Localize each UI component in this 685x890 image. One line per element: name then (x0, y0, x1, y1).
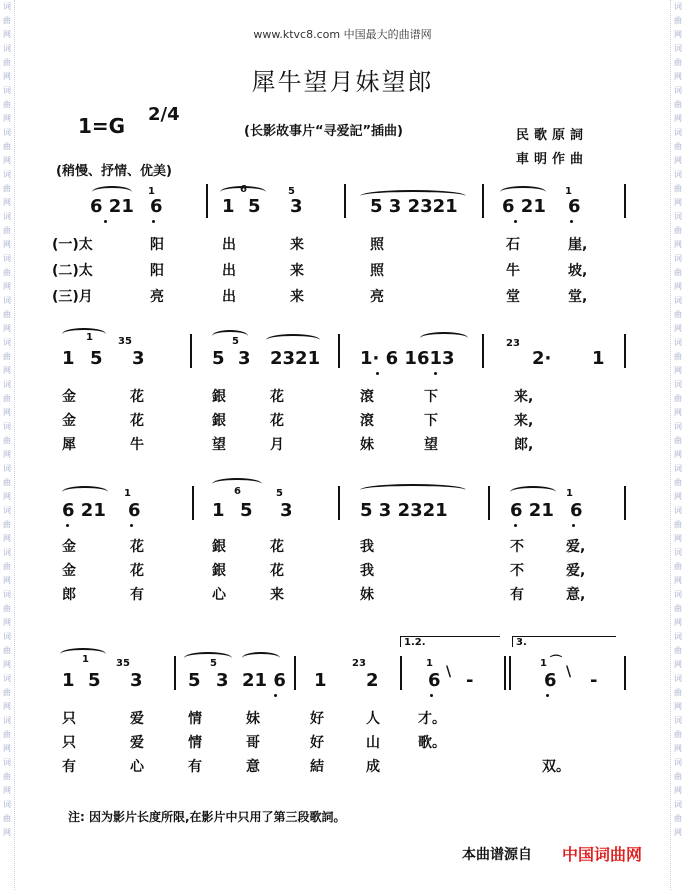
lyric: 亮 (370, 289, 384, 305)
notation-group: 5 (188, 670, 201, 691)
low-octave-dot (152, 220, 155, 223)
lyric: 牛 (506, 263, 520, 279)
notation-group: 2321 (270, 348, 321, 369)
notation-group: 6 (428, 670, 441, 691)
grace-note: 1 (148, 186, 155, 197)
lyric: 金 (62, 539, 76, 555)
source-label: 本曲谱源自 (462, 847, 532, 863)
notation-group: 5 (212, 348, 225, 369)
lyric: 下 (424, 413, 438, 429)
song-title: 犀牛望月妹望郎 (251, 68, 434, 96)
bar-line (206, 184, 208, 218)
lyric: 牛 (130, 437, 144, 453)
lyric: 爱, (566, 563, 586, 579)
lyric: 心 (212, 587, 226, 603)
bar-line (338, 334, 340, 368)
lyric: 犀 (62, 437, 76, 453)
low-octave-dot (546, 694, 549, 697)
slur (62, 486, 108, 498)
low-octave-dot (66, 524, 69, 527)
lyric: 歌。 (418, 735, 446, 751)
bar-line (192, 486, 194, 520)
lyric: 才。 (418, 711, 446, 727)
notation-group: 3 (290, 196, 303, 217)
repeat-bar-line (504, 656, 506, 690)
notation-group: 1 (222, 196, 235, 217)
lyric: 意, (566, 587, 586, 603)
grace-note: 5 (210, 658, 217, 669)
bar-line (344, 184, 346, 218)
lyric: 坡, (568, 263, 588, 279)
lyric: 下 (424, 389, 438, 405)
lyric: 崖, (568, 237, 588, 253)
lyric: 来, (514, 413, 534, 429)
lyric: 銀 (212, 389, 226, 405)
notation-group: - (466, 670, 474, 691)
lyric: (二)太 (52, 263, 93, 279)
slur (266, 334, 320, 346)
low-octave-dot (376, 372, 379, 375)
lyric: 爱 (130, 711, 144, 727)
lyric: 銀 (212, 539, 226, 555)
grace-note: 6 (234, 486, 241, 497)
grace-note: 1 (426, 658, 433, 669)
lyric: 阳 (150, 263, 164, 279)
low-octave-dot (104, 220, 107, 223)
grace-note: 5 (232, 336, 239, 347)
notation-group: 1· 6 1613 (360, 348, 455, 369)
lyric: 心 (130, 759, 144, 775)
lyric: 花 (270, 563, 284, 579)
lyric: 妹 (360, 587, 374, 603)
low-octave-dot (514, 220, 517, 223)
notation-group: 1 (62, 348, 75, 369)
lyric: 妹 (246, 711, 260, 727)
grace-note: 35 (118, 336, 132, 347)
lyric: 照 (370, 263, 384, 279)
grace-note: 1 (566, 488, 573, 499)
lyric: 爱 (130, 735, 144, 751)
lyric: 堂, (568, 289, 588, 305)
notation-group: 6 (570, 500, 583, 521)
notation-group: 3 (130, 670, 143, 691)
lyric: 郎 (62, 587, 76, 603)
notation-group: 6 (128, 500, 141, 521)
lyric: 情 (188, 735, 202, 751)
composer-credit: 車明作曲 (516, 152, 589, 167)
lyric: 阳 (150, 237, 164, 253)
repeat-bar-line (509, 656, 511, 690)
lyric: 哥 (246, 735, 260, 751)
song-subtitle: (长影故事片“寻爱記”插曲) (244, 124, 403, 139)
lyric: 来 (290, 289, 304, 305)
lyric: 花 (130, 413, 144, 429)
lyric: 滾 (360, 413, 374, 429)
low-octave-dot (514, 524, 517, 527)
notation-group: 6 (150, 196, 163, 217)
grace-note: 5 (276, 488, 283, 499)
grace-note: 1 (124, 488, 131, 499)
lyric: 堂 (506, 289, 520, 305)
notation-group: 5 (248, 196, 261, 217)
lyric: 双。 (542, 759, 570, 775)
lyric: 花 (270, 539, 284, 555)
notation-group: - (590, 670, 598, 691)
tempo-marking: (稍慢、抒情、优美) (56, 164, 172, 179)
lyric: 望 (424, 437, 438, 453)
lyric: 滾 (360, 389, 374, 405)
volta-bracket-2: 3. (512, 636, 616, 647)
bar-line (190, 334, 192, 368)
bar-line (624, 656, 626, 690)
lyric: (一)太 (52, 237, 93, 253)
grace-note: 1 (540, 658, 547, 669)
breath-mark: \ (446, 664, 452, 680)
notation-group: 6 21 (62, 500, 106, 521)
side-watermark-right: 词曲网词曲网词曲网词曲网词曲网词曲网词曲网词曲网词曲网词曲网词曲网词曲网词曲网词曲网词曲网词曲网词曲网词曲网词曲网词曲网 (670, 0, 685, 890)
low-octave-dot (274, 694, 277, 697)
lyric: 出 (222, 263, 236, 279)
lyric: 花 (270, 389, 284, 405)
grace-note: 1 (82, 654, 89, 665)
low-octave-dot (430, 694, 433, 697)
lyric: 金 (62, 413, 76, 429)
bar-line (338, 486, 340, 520)
notation-group: 5 (240, 500, 253, 521)
slur (242, 652, 280, 664)
notation-group: 6 (544, 670, 557, 691)
lyric: 我 (360, 539, 374, 555)
grace-note: 35 (116, 658, 130, 669)
lyric: 花 (130, 563, 144, 579)
notation-group: 6 (568, 196, 581, 217)
grace-note: 23 (352, 658, 366, 669)
lyricist-credit: 民歌原詞 (516, 128, 589, 143)
notation-group: 1 (212, 500, 225, 521)
lyric: 好 (310, 711, 324, 727)
notation-group: 5 (90, 348, 103, 369)
notation-group: 3 (280, 500, 293, 521)
lyric: 妹 (360, 437, 374, 453)
footnote: 注: 因为影片长度所限,在影片中只用了第三段歌詞。 (68, 810, 346, 824)
bar-line (488, 486, 490, 520)
notation-group: 6 21 (510, 500, 554, 521)
notation-group: 1 (592, 348, 605, 369)
lyric: 花 (130, 539, 144, 555)
grace-note: 23 (506, 338, 520, 349)
slur (184, 652, 232, 664)
fermata: ⌒ (550, 654, 563, 668)
lyric: 望 (212, 437, 226, 453)
bar-line (624, 486, 626, 520)
notation-group: 1 (62, 670, 75, 691)
lyric: 只 (62, 711, 76, 727)
notation-group: 2· (532, 348, 552, 369)
lyric: 人 (366, 711, 380, 727)
notation-group: 3 (132, 348, 145, 369)
lyric: 情 (188, 711, 202, 727)
bar-line (624, 334, 626, 368)
bar-line (624, 184, 626, 218)
lyric: 金 (62, 563, 76, 579)
slur (62, 328, 106, 340)
bar-line (482, 184, 484, 218)
slur (420, 332, 468, 344)
bar-line (174, 656, 176, 690)
notation-group: 3 (238, 348, 251, 369)
lyric: 石 (506, 237, 520, 253)
volta-bracket-1: 1.2. (400, 636, 500, 647)
notation-group: 21 6 (242, 670, 286, 691)
lyric: 月 (270, 437, 284, 453)
bar-line (294, 656, 296, 690)
notation-group: 6 21 (90, 196, 134, 217)
lyric: 不 (510, 563, 524, 579)
lyric: 亮 (150, 289, 164, 305)
lyric: 来 (290, 237, 304, 253)
lyric: 好 (310, 735, 324, 751)
low-octave-dot (130, 524, 133, 527)
lyric: 出 (222, 237, 236, 253)
lyric: 有 (62, 759, 76, 775)
lyric: 結 (310, 759, 324, 775)
notation-group: 6 21 (502, 196, 546, 217)
notation-group: 2 (366, 670, 379, 691)
lyric: 爱, (566, 539, 586, 555)
bar-line (400, 656, 402, 690)
time-signature: 2/4 (148, 104, 180, 125)
site-url[interactable]: www.ktvc8.com 中国最大的曲谱网 (253, 28, 432, 41)
brand-link[interactable]: 中国词曲网 (562, 845, 643, 864)
grace-note: 6 (240, 184, 247, 195)
notation-group: 5 3 2321 (370, 196, 458, 217)
notation-group: 1 (314, 670, 327, 691)
low-octave-dot (570, 220, 573, 223)
lyric: 有 (188, 759, 202, 775)
slur (360, 484, 466, 496)
low-octave-dot (434, 372, 437, 375)
lyric: 山 (366, 735, 380, 751)
grace-note: 1 (86, 332, 93, 343)
notation-group: 5 3 2321 (360, 500, 448, 521)
slur (212, 330, 248, 342)
lyric: 花 (270, 413, 284, 429)
lyric: 来, (514, 389, 534, 405)
lyric: 郎, (514, 437, 534, 453)
lyric: 来 (270, 587, 284, 603)
lyric: (三)月 (52, 289, 93, 305)
lyric: 出 (222, 289, 236, 305)
side-watermark-left: 词曲网词曲网词曲网词曲网词曲网词曲网词曲网词曲网词曲网词曲网词曲网词曲网词曲网词曲网词曲网词曲网词曲网词曲网词曲网词曲网 (0, 0, 15, 890)
lyric: 我 (360, 563, 374, 579)
low-octave-dot (572, 524, 575, 527)
lyric: 銀 (212, 563, 226, 579)
lyric: 銀 (212, 413, 226, 429)
bar-line (482, 334, 484, 368)
lyric: 有 (510, 587, 524, 603)
lyric: 成 (366, 759, 380, 775)
lyric: 意 (246, 759, 260, 775)
notation-group: 3 (216, 670, 229, 691)
key-signature: 1=G (78, 114, 126, 138)
lyric: 金 (62, 389, 76, 405)
slur (510, 486, 556, 498)
grace-note: 1 (565, 186, 572, 197)
lyric: 有 (130, 587, 144, 603)
lyric: 不 (510, 539, 524, 555)
lyric: 照 (370, 237, 384, 253)
notation-group: 5 (88, 670, 101, 691)
lyric: 只 (62, 735, 76, 751)
grace-note: 5 (288, 186, 295, 197)
lyric: 来 (290, 263, 304, 279)
lyric: 花 (130, 389, 144, 405)
breath-mark: \ (566, 664, 572, 680)
